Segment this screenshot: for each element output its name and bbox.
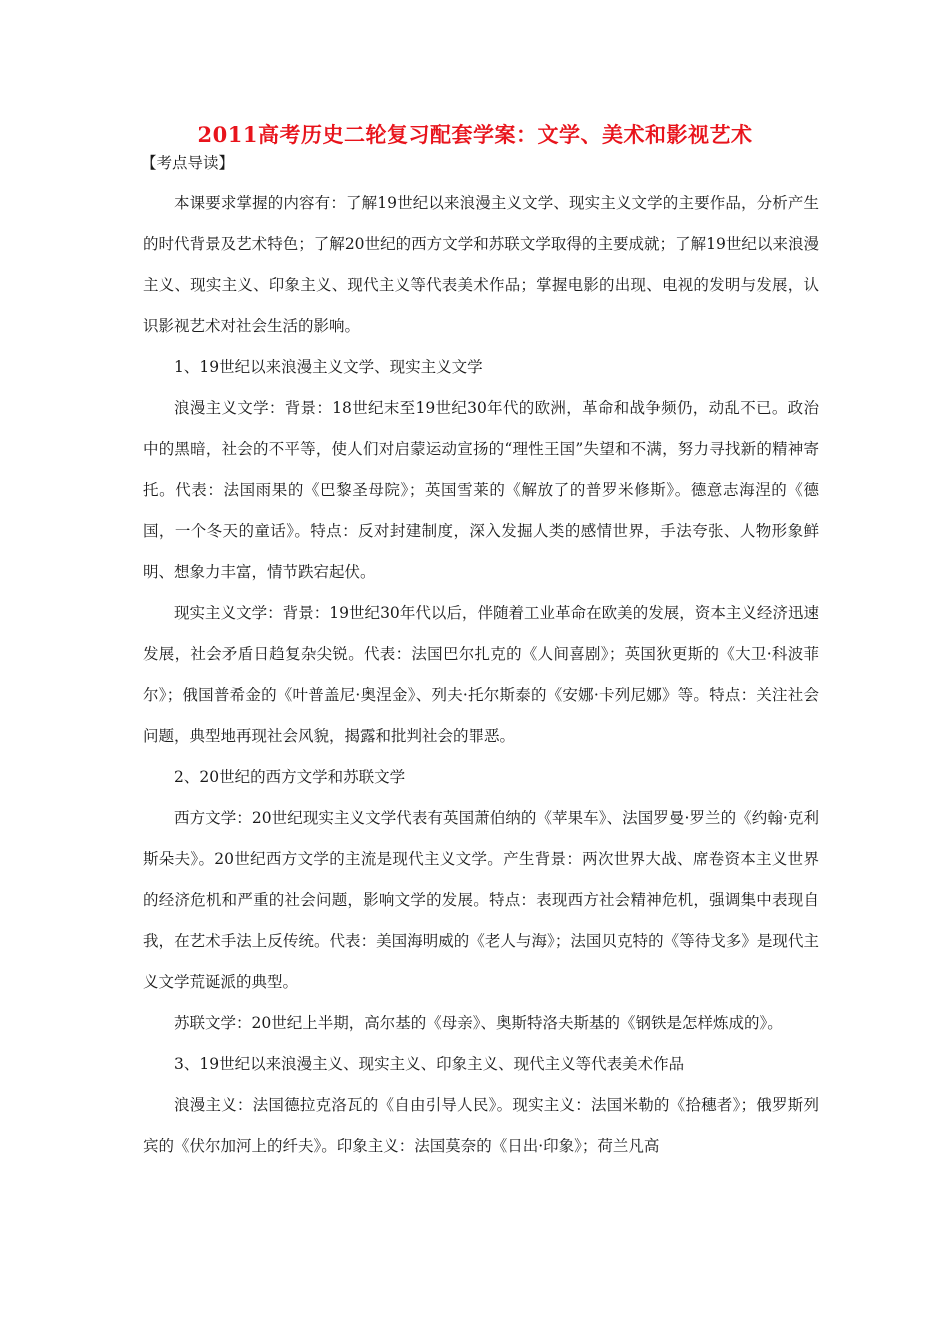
paragraph-fine-arts: 浪漫主义：法国德拉克洛瓦的《自由引导人民》。现实主义：法国米勒的《拾穗者》；俄罗斯列宾的《伏尔加河上的纤夫》。印象主义：法国莫奈的《日出·印象》；荷兰凡高 xyxy=(143,1096,819,1155)
subheading-20th-century-literature: 2、20世纪的西方文学和苏联文学 xyxy=(174,768,406,786)
paragraph-western-literature: 西方文学：20世纪现实主义文学代表有英国萧伯纳的《苹果车》、法国罗曼·罗兰的《约翰·克利斯朵夫》。20世纪西方文学的主流是现代主义文学。产生背景：两次世界大战、席卷资本主义世界的经济危机和严重的社会问题，影响文学的发展。特点：表现西方社会精神危机，强调集中表现自我，在艺术手法上反传统。代表：美国海明威的《老人与海》；法国贝克特的《等待戈多》是现代主义文学荒诞派的典型。 xyxy=(143,809,819,991)
section-heading-guide: 【考点导读】 xyxy=(141,154,235,172)
subheading-literature: 1、19世纪以来浪漫主义文学、现实主义文学 xyxy=(174,358,483,376)
paragraph-realism-literature: 现实主义文学：背景：19世纪30年代以后，伴随着工业革命在欧美的发展，资本主义经济迅速发展，社会矛盾日趋复杂尖锐。代表：法国巴尔扎克的《人间喜剧》；英国狄更斯的《大卫·科波菲尔》；俄国普希金的《叶普盖尼·奥涅金》、列夫·托尔斯泰的《安娜·卡列尼娜》等。特点：关注社会问题，典型地再现社会风貌，揭露和批判社会的罪恶。 xyxy=(143,604,819,745)
paragraph-romanticism-literature: 浪漫主义文学：背景：18世纪末至19世纪30年代的欧洲，革命和战争频仍，动乱不已。政治中的黑暗，社会的不平等，使人们对启蒙运动宣扬的“理性王国”失望和不满，努力寻找新的精神寄托。代表：法国雨果的《巴黎圣母院》；英国雪莱的《解放了的普罗米修斯》。德意志海涅的《德国，一个冬天的童话》。特点：反对封建制度，深入发掘人类的感情世界，手法夸张、人物形象鲜明、想象力丰富，情节跌宕起伏。 xyxy=(143,399,819,581)
paragraph-soviet-literature: 苏联文学：20世纪上半期，高尔基的《母亲》、奥斯特洛夫斯基的《钢铁是怎样炼成的》。 xyxy=(174,1014,783,1032)
document-title: 2011高考历史二轮复习配套学案：文学、美术和影视艺术 xyxy=(197,122,753,147)
subheading-fine-arts: 3、19世纪以来浪漫主义、现实主义、印象主义、现代主义等代表美术作品 xyxy=(174,1055,685,1073)
document-body xyxy=(143,183,819,1167)
paragraph-intro: 本课要求掌握的内容有：了解19世纪以来浪漫主义文学、现实主义文学的主要作品，分析产生的时代背景及艺术特色；了解20世纪的西方文学和苏联文学取得的主要成就；了解19世纪以来浪漫主义、现实主义、印象主义、现代主义等代表美术作品；掌握电影的出现、电视的发明与发展，认识影视艺术对社会生活的影响。 xyxy=(143,194,819,335)
